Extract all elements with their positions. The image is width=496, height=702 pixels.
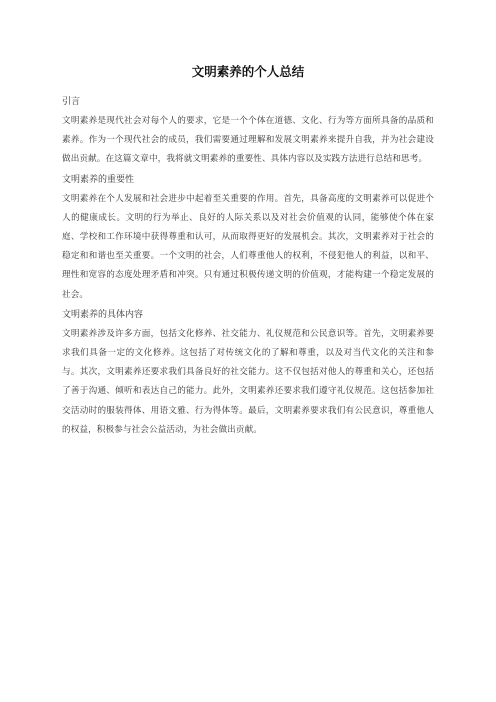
section-heading: 引言 xyxy=(62,97,81,107)
section-introduction xyxy=(62,92,434,170)
document-title: 文明素养的个人总结 xyxy=(191,64,305,79)
section-paragraph: 文明素养是现代社会对每个人的要求，它是一个个体在道德、文化、行为等方面所具备的品质和素养。作为一个现代社会的成员，我们需要通过理解和发展文明素养来提升自我，并为社会建设做出贡献。在这篇文章中，我将就文明素养的重要性、具体内容以及实践方法进行总结和思考。 xyxy=(62,116,434,165)
section-heading: 文明素养的重要性 xyxy=(62,174,135,185)
section-paragraph: 文明素养涉及许多方面，包括文化修养、社交能力、礼仪规范和公民意识等。首先，文明素养要求我们具备一定的文化修养。这包括了对传统文化的了解和尊重，以及对当代文化的关注和参与。其次，文明素养还要求我们具备良好的社交能力。这不仅包括对他人的尊重和关心，还包括了善于沟通、倾听和表达自己的能力。此外，文明素养还要求我们遵守礼仪规范。这包括参加社交活动时的服装得体、用语文雅、行为得体等。最后，文明素养要求我们有公民意识，尊重他人的权益，积极参与社会公益活动，为社会做出贡献。 xyxy=(62,328,434,435)
section-paragraph: 文明素养在个人发展和社会进步中起着至关重要的作用。首先，具备高度的文明素养可以促进个人的健康成长。文明的行为举止、良好的人际关系以及对社会价值观的认同，能够使个体在家庭、学校和工作环境中获得尊重和认可，从而取得更好的发展机会。其次，文明素养对于社会的稳定和和谐也至关重要。一个文明的社会，人们尊重他人的权利，不侵犯他人的利益，以和平、理性和宽容的态度处理矛盾和冲突。只有通过积极传递文明的价值观，才能构建一个稳定发展的社会。 xyxy=(62,193,434,300)
section-content xyxy=(62,305,434,440)
section-heading: 文明素养的具体内容 xyxy=(62,309,144,320)
section-importance xyxy=(62,170,434,305)
